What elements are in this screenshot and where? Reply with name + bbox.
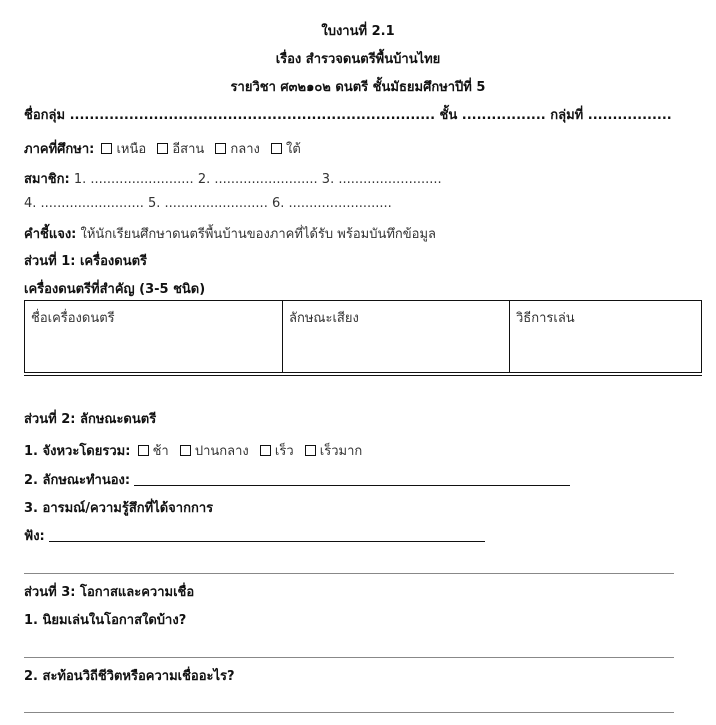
emotion-label: 3. อารมณ์/ความรู้สึกที่ได้จากการ (24, 501, 214, 516)
part1-subtitle: เครื่องดนตรีที่สำคัญ (3-5 ชนิด) (24, 282, 206, 297)
region-northeast-label: อีสาน (172, 142, 205, 157)
tempo-slow-label: ช้า (152, 444, 169, 459)
region-north-label: เหนือ (116, 142, 147, 157)
emotion-answer-line[interactable] (49, 541, 485, 542)
tempo-fast-checkbox[interactable] (260, 445, 271, 456)
answer-line[interactable] (24, 573, 674, 574)
members-line-2: 4. ......................... 5. ......................... 6. ......................... (24, 196, 392, 211)
instruction-row (24, 223, 436, 244)
members-label: สมาชิก: (24, 172, 70, 187)
column-sound-character[interactable]: ลักษณะเสียง (283, 301, 510, 375)
tempo-label: 1. จังหวะโดยรวม: (24, 444, 131, 459)
emotion-row (24, 525, 485, 546)
region-northeast-checkbox[interactable] (157, 143, 168, 154)
part2-title: ส่วนที่ 2: ลักษณะดนตรี (24, 412, 157, 427)
instruction-label: คำชี้แจง: (24, 227, 77, 242)
members-row-1 (24, 168, 442, 189)
instrument-table (24, 300, 702, 376)
column-instrument-name[interactable]: ชื่อเครื่องดนตรี (25, 301, 283, 375)
tempo-very-fast-checkbox[interactable] (305, 445, 316, 456)
region-label: ภาคที่ศึกษา: (24, 142, 95, 157)
region-north-checkbox[interactable] (101, 143, 112, 154)
emotion-label-cont: ฟัง: (24, 529, 45, 544)
tempo-moderate-checkbox[interactable] (180, 445, 191, 456)
region-south-checkbox[interactable] (271, 143, 282, 154)
instruction-text: ให้นักเรียนศึกษาดนตรีพื้นบ้านของภาคที่ได้รับ พร้อมบันทึกข้อมูล (80, 227, 437, 242)
worksheet-number: ใบงานที่ 2.1 (321, 24, 395, 39)
members-line-1: 1. ......................... 2. ......................... 3. ......................... (73, 172, 442, 187)
region-central-label: กลาง (230, 142, 260, 157)
tempo-moderate-label: ปานกลาง (194, 444, 249, 459)
tempo-row (24, 440, 366, 461)
column-playing-method[interactable]: วิธีการเล่น (510, 301, 702, 375)
melody-answer-line[interactable] (134, 485, 570, 486)
table-row (25, 301, 702, 375)
tempo-slow-checkbox[interactable] (138, 445, 149, 456)
course-line: รายวิชา ศ๓๒๑๐๒ ดนตรี ชั้นมัธยมศึกษาปีที่ 5 (230, 80, 486, 95)
group-line: ชื่อกลุ่ม .......................................................................... ชั้น ................. กลุ่มที่ ................. (24, 108, 672, 123)
belief-question: 2. สะท้อนวิถีชีวิตหรือความเชื่ออะไร? (24, 669, 235, 684)
occasion-answer-line[interactable] (24, 657, 674, 658)
region-south-label: ใต้ (286, 142, 301, 157)
tempo-very-fast-label: เร็วมาก (319, 444, 363, 459)
tempo-fast-label: เร็ว (274, 444, 294, 459)
belief-answer-line[interactable] (24, 712, 674, 713)
part3-title: ส่วนที่ 3: โอกาสและความเชื่อ (24, 585, 195, 600)
occasion-question: 1. นิยมเล่นในโอกาสใดบ้าง? (24, 613, 187, 628)
part1-title: ส่วนที่ 1: เครื่องดนตรี (24, 254, 148, 269)
region-central-checkbox[interactable] (215, 143, 226, 154)
melody-row (24, 469, 570, 490)
worksheet-topic: เรื่อง สำรวจดนตรีพื้นบ้านไทย (275, 52, 441, 67)
melody-label: 2. ลักษณะทำนอง: (24, 473, 131, 488)
region-row (24, 138, 305, 159)
